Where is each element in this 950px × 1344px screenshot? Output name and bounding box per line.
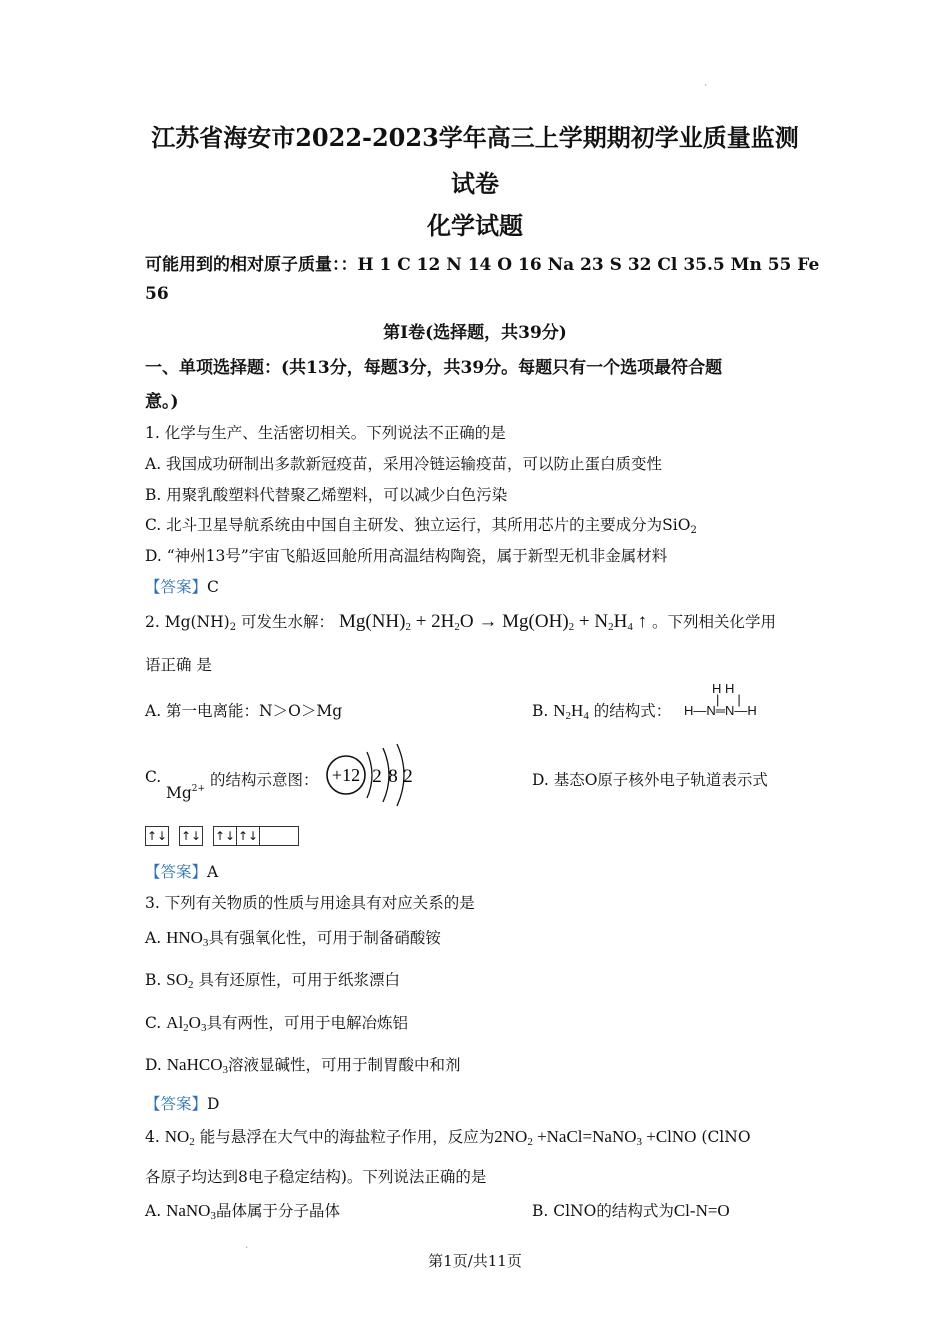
question-3-answer: 【答案】D [145,1095,220,1113]
question-2-stem-continued: 语正确 是 [145,656,212,674]
subject-title: 化学试题 [427,211,523,240]
orbital-box: ↑↓ [236,826,260,846]
magnesium-ion: $Mg^{2+}$ [166,784,206,802]
question-3-option-c: C. $Al_2O_3$具有两性，可用于电解冶炼铝 [145,1013,408,1034]
question-3-option-d: D. NaHCO$_3$溶液显碱性，可用于制胃酸中和剂 [145,1055,461,1076]
question-2-stem: 2. $Mg(NH)_2$ 可发生水解： $Mg(NH)_2 + 2H_2O \to Mg(OH)_2 + N_2H_4$ ↑ 。下列相关化学用 [145,611,777,633]
orbital-diagram [145,826,299,846]
question-2-option-c: C. [145,768,162,786]
question-1-option-c: C. 北斗卫星导航系统由中国自主研发、独立运行，其所用芯片的主要成分为SiO$_2$ [145,516,697,536]
question-1-option-a: A. 我国成功研制出多款新冠疫苗，采用冷链运输疫苗，可以防止蛋白质变性 [145,455,663,473]
atomic-mass-line: 可能用到的相对原子质量：：H 1 C 12 N 14 O 16 Na 23 S 32 Cl 35.5 Mn 55 Fe [145,255,820,275]
orbital-box: ↑↓ [145,826,169,846]
stray-mark: ` [245,1246,249,1255]
volume-title: 第Ⅰ卷(选择题，共39分) [383,323,567,343]
shell-electrons-2: 8 [388,766,398,787]
question-4-stem-continued: 各原子均达到8电子稳定结构)。下列说法正确的是 [145,1168,487,1186]
question-4-option-a: A. NaNO$_3$晶体属于分子晶体 [145,1201,340,1222]
orbital-box [259,826,299,846]
page-footer: 第1页/共11页 [428,1252,522,1270]
page-title-continued: 试卷 [451,169,499,198]
electron-shell-1 [367,752,372,798]
question-1-option-d: D. “神州13号”宇宙飞船返回舱所用高温结构陶瓷，属于新型无机非金属材料 [145,547,668,565]
question-2-option-d: D. 基态O原子核外电子轨道表示式 [532,771,768,789]
part-title-continued: 意。) [145,392,179,412]
orbital-box: ↑↓ [179,826,203,846]
question-3-option-b: B. $SO_2$ 具有还原性，可用于纸浆漂白 [145,970,400,991]
page-title: 江苏省海安市2022-2023学年高三上学期期初学业质量监测 [151,123,799,152]
orbital-2s [179,826,203,846]
question-1-option-b: B. 用聚乳酸塑料代替聚乙烯塑料，可以减少白色污染 [145,486,508,504]
atomic-mass-line-continued: 56 [145,284,169,304]
question-3-stem: 3. 下列有关物质的性质与用途具有对应关系的是 [145,894,475,912]
question-4-stem: 4. $NO_2$ 能与悬浮在大气中的海盐粒子作用，反应为$2NO_2$ +NaCl=NaNO$_3$ +ClNO (ClNO [145,1127,751,1148]
shell-electrons-3: 2 [403,766,413,787]
shell-electrons-1: 2 [372,766,382,787]
nucleus-charge: +12 [331,765,361,785]
question-2-option-a: A. 第一电离能：N＞O＞Mg [145,702,343,720]
question-2-answer: 【答案】A [145,863,219,881]
hydrazine-structural-formula: H H | | H—N═N—H [684,681,757,718]
orbital-1s [145,826,169,846]
orbital-box: ↑↓ [213,826,237,846]
stray-mark: ` [704,84,708,93]
structure-diagram-label: 的结构示意图： [210,771,319,789]
hydrolysis-equation: $Mg(NH)_2 + 2H_2O \to Mg(OH)_2 + N_2H_4$ ↑ [338,611,648,633]
reaction-equation: $2NO_2$ +NaCl=NaNO$_3$ +ClNO [494,1127,697,1148]
part-title: 一、单项选择题：(共13分，每题3分，共39分。每题只有一个选项最符合题 [145,358,723,378]
question-3-option-a: A. $HNO_3$具有强氧化性，可用于制备硝酸铵 [145,928,441,949]
orbital-2p [213,826,299,846]
mg-ion-structure-diagram [325,740,425,812]
question-1-answer: 【答案】C [145,578,219,596]
question-2-option-b: B. $N_2H_4$ 的结构式： [532,701,672,722]
question-1-stem: 1. 化学与生产、生活密切相关。下列说法不正确的是 [145,424,506,442]
question-4-option-b: B. ClNO的结构式为Cl-N=O [532,1201,730,1220]
